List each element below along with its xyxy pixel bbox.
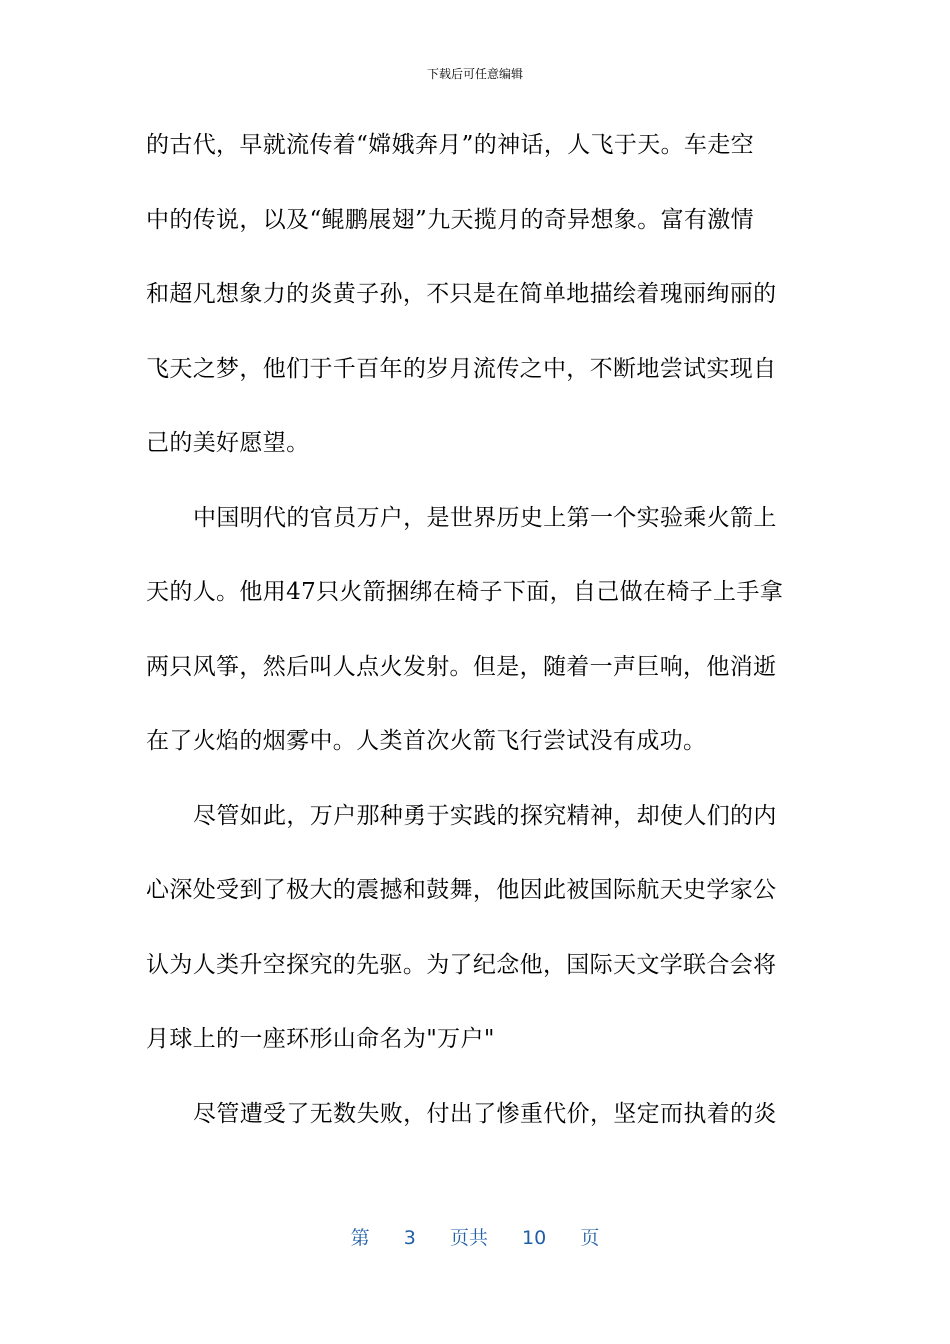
text-line: 中的传说，以及“鲲鹏展翅”九天揽月的奇异想象。富有激情 <box>146 206 754 233</box>
total-pages-number: 10 <box>522 1227 547 1249</box>
text-line: 在了火焰的烟雾中。人类首次火箭飞行尝试没有成功。 <box>146 728 707 754</box>
current-page-number: 3 <box>403 1227 416 1249</box>
document-body <box>146 122 806 1165</box>
page-footer <box>0 1226 950 1250</box>
text-line: 和超凡想象力的炎黄子孙，不只是在简单地描绘着瑰丽绚丽的 <box>146 281 777 307</box>
page-header: 下载后可任意编辑 <box>426 67 523 81</box>
text-line: 心深处受到了极大的震撼和鼓舞，他因此被国际航天史学家公 <box>146 877 777 903</box>
text-line: 月球上的一座环形山命名为"万户" <box>146 1026 495 1052</box>
text-line: 两只风筝，然后叫人点火发射。但是，随着一声巨响，他消逝 <box>146 653 777 680</box>
page-label-middle: 页共 <box>449 1227 488 1249</box>
page-label-prefix: 第 <box>350 1227 370 1249</box>
text-line: 己的美好愿望。 <box>146 430 310 456</box>
text-line: 飞天之梦，他们于千百年的岁月流传之中，不断地尝试实现自 <box>146 355 777 382</box>
text-line: 中国明代的官员万户，是世界历史上第一个实验乘火箭上 <box>193 504 777 531</box>
text-line: 认为人类升空探究的先驱。为了纪念他，国际天文学联合会将 <box>146 951 777 978</box>
text-line: 天的人。他用47只火箭捆绑在椅子下面，自己做在椅子上手拿 <box>146 579 784 605</box>
text-line: 尽管如此，万户那种勇于实践的探究精神，却使人们的内 <box>193 802 777 829</box>
text-line: 的古代，早就流传着“嫦娥奔月”的神话，人飞于天。车走空 <box>146 132 754 158</box>
text-line: 尽管遭受了无数失败，付出了惨重代价，坚定而执着的炎 <box>193 1100 777 1127</box>
page-label-suffix: 页 <box>580 1227 600 1249</box>
